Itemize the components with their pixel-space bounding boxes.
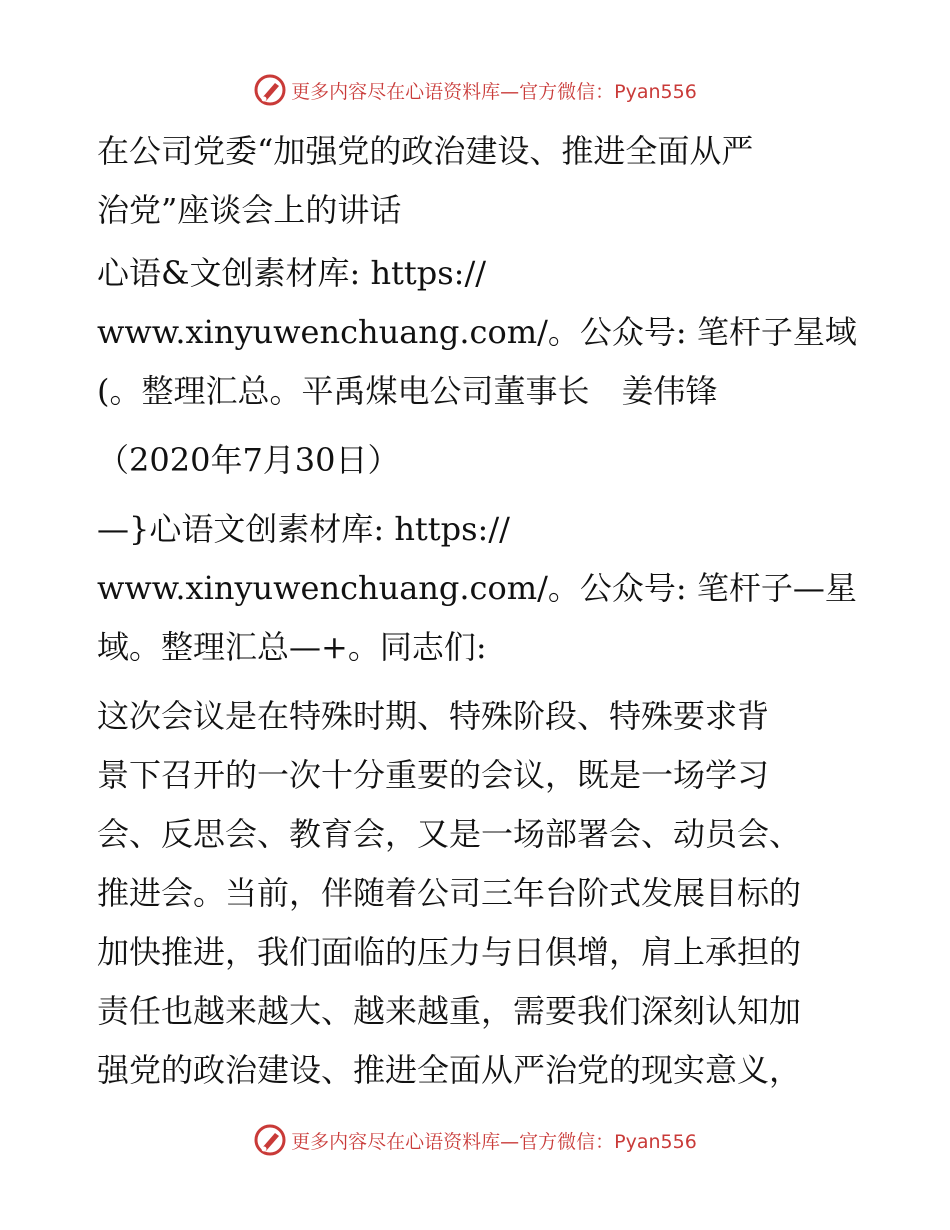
source1-line-2: www.xinyuwenchuang.com/。公众号: 笔杆子星域: [97, 313, 857, 351]
source2-line-2: www.xinyuwenchuang.com/。公众号: 笔杆子—星: [97, 569, 857, 607]
watermark-text: 更多内容尽在心语资料库—官方微信：Pyan556: [291, 1130, 697, 1153]
pen-nib-circle-icon: [253, 73, 287, 107]
pen-nib-circle-icon: [253, 1123, 287, 1157]
title-line-2: 治党”座谈会上的讲话: [97, 191, 402, 229]
body-line: 景下召开的一次十分重要的会议，既是一场学习: [97, 756, 770, 794]
source1-line-3: (。整理汇总。平禹煤电公司董事长 姜伟锋: [97, 372, 718, 410]
watermark-header: [0, 70, 950, 110]
body-line: 责任也越来越大、越来越重，需要我们深刻认知加: [97, 992, 802, 1030]
document-body: [97, 122, 857, 1100]
watermark-text: 更多内容尽在心语资料库—官方微信：Pyan556: [291, 80, 697, 103]
body-line: 强党的政治建设、推进全面从严治党的现实意义，: [97, 1051, 802, 1089]
source1-line-1: 心语&文创素材库: https://: [97, 254, 487, 292]
body-line: 加快推进，我们面临的压力与日俱增，肩上承担的: [97, 933, 802, 971]
date-line: （2020年7月30日）: [97, 441, 400, 479]
source2-line-1: —}心语文创素材库: https://: [97, 510, 510, 548]
body-line: 这次会议是在特殊时期、特殊阶段、特殊要求背: [97, 697, 770, 735]
watermark-footer: [0, 1120, 950, 1160]
source2-line-3: 域。整理汇总—+。同志们:: [97, 628, 487, 666]
body-line: 会、反思会、教育会，又是一场部署会、动员会、: [97, 815, 802, 853]
body-line: 推进会。当前，伴随着公司三年台阶式发展目标的: [97, 874, 802, 912]
title-line-1: 在公司党委“加强党的政治建设、推进全面从严: [97, 132, 754, 170]
